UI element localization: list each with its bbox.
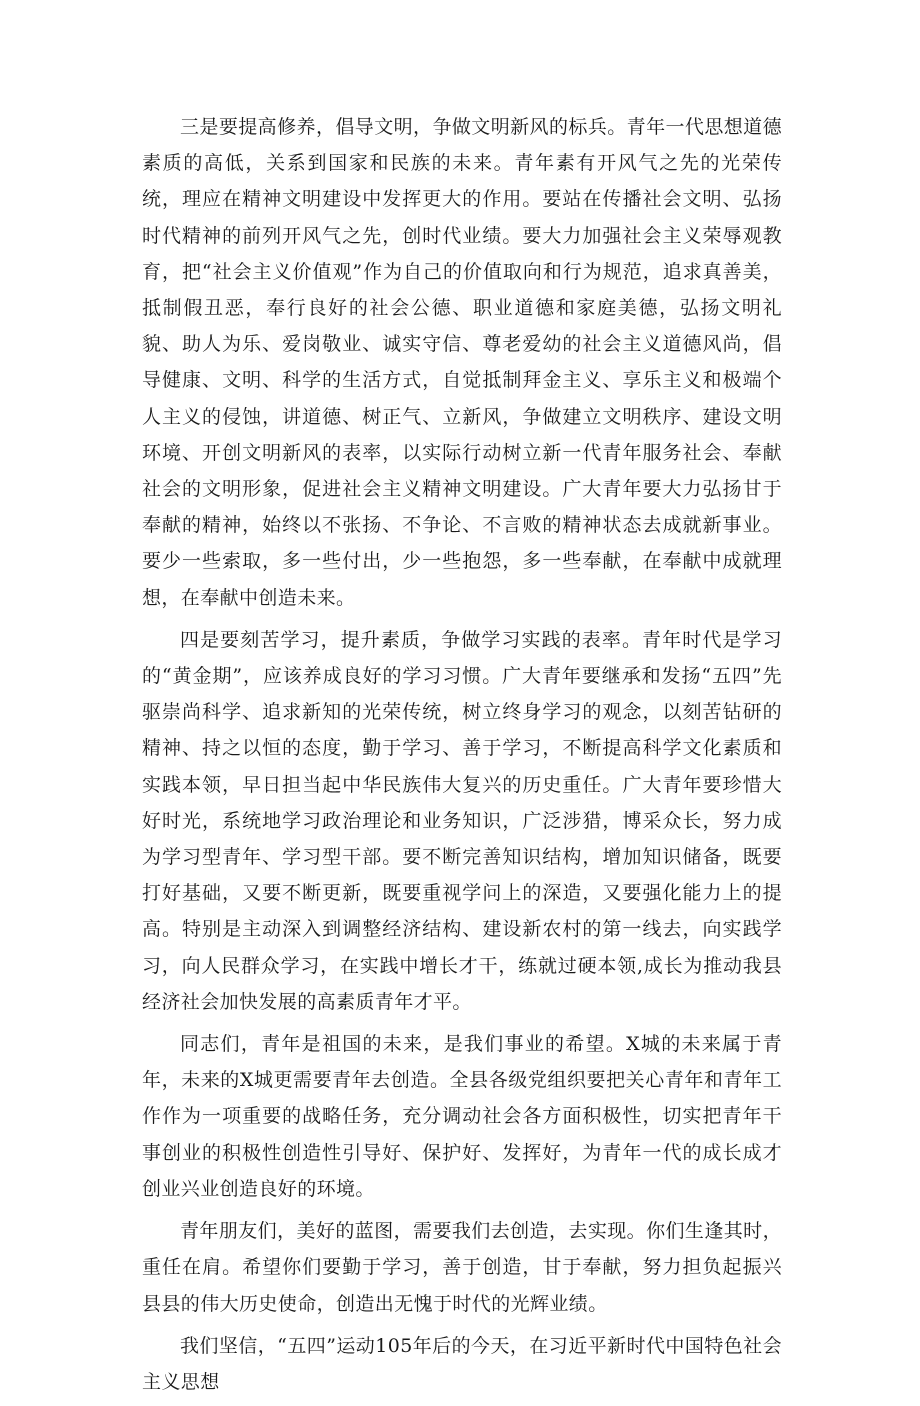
paragraph-self-cultivation: 三是要提高修养，倡导文明，争做文明新风的标兵。青年一代思想道德素质的高低，关系到国家和民族的未来。青年素有开风气之先的光荣传统，理应在精神文明建设中发挥更大的作用。要站在传播社会文明、弘扬时代精神的前列开风气之先，创时代业绩。要大力加强社会主义荣辱观教育，把“社会主义价值观”作为自己的价值取向和行为规范，追求真善美，抵制假丑恶，奉行良好的社会公德、职业道德和家庭美德，弘扬文明礼貌、助人为乐、爱岗敬业、诚实守信、尊老爱幼的社会主义道德风尚，倡导健康、文明、科学的生活方式，自觉抵制拜金主义、享乐主义和极端个人主义的侵蚀，讲道德、树正气、立新风，争做建立文明秩序、建设文明环境、开创文明新风的表率，以实际行动树立新一代青年服务社会、奉献社会的文明形象，促进社会主义精神文明建设。广大青年要大力弘扬甘于奉献的精神，始终以不张扬、不争论、不言败的精神状态去成就新事业。要少一些索取，多一些付出，少一些抱怨，多一些奉献，在奉献中成就理想，在奉献中创造未来。	[142, 116, 782, 609]
document-body	[142, 109, 782, 1406]
paragraph-comrades: 同志们，青年是祖国的未来，是我们事业的希望。X城的未来属于青年，未来的X城更需要青年去创造。全县各级党组织要把关心青年和青年工作作为一项重要的战略任务，充分调动社会各方面积极性，切实把青年干事创业的积极性创造性引导好、保护好、发挥好，为青年一代的成长成才创业兴业创造良好的环境。	[142, 1033, 782, 1200]
paragraph-young-friends: 青年朋友们，美好的蓝图，需要我们去创造，去实现。你们生逢其时，重任在肩。希望你们要勤于学习，善于创造，甘于奉献，努力担负起振兴县县的伟大历史使命，创造出无愧于时代的光辉业绩。	[142, 1220, 782, 1315]
paragraph-diligent-study: 四是要刻苦学习，提升素质，争做学习实践的表率。青年时代是学习的“黄金期”，应该养成良好的学习习惯。广大青年要继承和发扬“五四”先驱崇尚科学、追求新知的光荣传统，树立终身学习的观念，以刻苦钻研的精神、持之以恒的态度，勤于学习、善于学习，不断提高科学文化素质和实践本领，早日担当起中华民族伟大复兴的历史重任。广大青年要珍惜大好时光，系统地学习政治理论和业务知识，广泛涉猎，博采众长，努力成为学习型青年、学习型干部。要不断完善知识结构，增加知识储备，既要打好基础，又要不断更新，既要重视学问上的深造，又要强化能力上的提高。特别是主动深入到调整经济结构、建设新农村的第一线去，向实践学习，向人民群众学习，在实践中增长才干，练就过硬本领,成长为推动我县经济社会加快发展的高素质青年才平。	[142, 628, 782, 1013]
paragraph-we-believe: 我们坚信，“五四”运动105年后的今天，在习近平新时代中国特色社会主义思想	[142, 1334, 782, 1393]
